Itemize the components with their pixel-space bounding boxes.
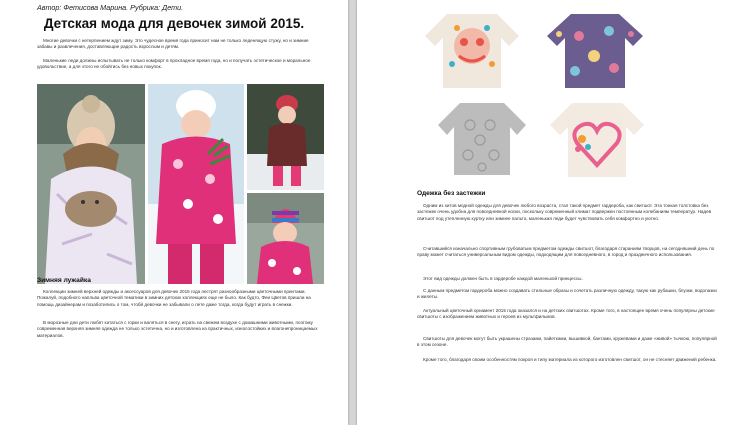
author-line: Автор: Фетисова Марина. Рубрика: Дети. — [37, 3, 184, 12]
intro-paragraph-1: Многие девочки с нетерпением ждут зиму. Это чудесное время года приносит нам не только леденящую стужу, но и зимние забавы и развлечения, доставляющие радость взрослым и детям. — [37, 38, 309, 50]
photo-grey-sweatshirt-icon — [432, 95, 532, 180]
photo-heart-sweatshirt-icon — [542, 95, 652, 180]
intro-paragraph-2: Маленькие леди должны испытывать не только комфорт в прохладное время года, но и получать эстетическое и моральное удовольствие, а для этого не обойтись без новых покупок. — [37, 58, 311, 70]
photo-girl-cat-icon — [37, 84, 145, 284]
sweatshirt-paragraph-2: Считавшийся изначально спортивным грубоватым предметом одежды свитшот, благодаря стараниям творцов, на сегодняшний день по праву может считаться универсальным видом одежды, подходящим для повседневного, в город и праздничного использования. — [417, 246, 715, 258]
photo-girl-striped-hat-icon — [247, 193, 324, 284]
sweatshirt-paragraph-7: Кроме того, благодаря своим особенностям покроя и типу материала из которого изготовлен свитшот, он не стесняет движений ребенка. — [423, 357, 717, 362]
right-page — [357, 0, 736, 425]
section-heading-winter: Зимняя лужайка — [37, 277, 91, 284]
left-page — [0, 0, 348, 425]
sweatshirt-paragraph-3: Этот вид одежды должен быть в гардеробе каждой маленькой принцессы. — [423, 276, 583, 281]
photo-girl-pink-jacket-icon — [148, 84, 244, 284]
article-title: Детская мода для девочек зимой 2015. — [43, 16, 305, 31]
section-paragraph-2: В морозные дни дети любят кататься с горки и валяться в снегу, играть на свежем воздухе с домашними животными, поэтому современная верхняя зимняя одежда не только эстетична, но и изготовлена из практичных, износостойких и влагонепроницаемых материалов. — [37, 320, 318, 338]
section-paragraph-1: Коллекции зимней верхней одежды и аксессуаров для девочек 2015 года пестрят разнообразными цветочными принтами. Пожалуй, подобного напльва цветочной тематики в зимних детских коллекциях еще не было. Как будто, Феи Цветов пришли на помощь дизайнерам и позаботились о том, чтобй девочки не забывали о лете даже тогда, когда будут играть в снежки. — [37, 289, 311, 307]
sweatshirt-paragraph-6: Свитшоты для девочек могут быть украшены стразами, пайетками, вышивкой, бантами, кружевами и даже «живой» тычкою, популярной в этом сезоне. — [417, 336, 717, 348]
sweatshirt-paragraph-4: С данным предметом гардероба можно создавать стильные образы и сочетать различную одежду, такую как рубашки, блузки, водолазки и жилеты. — [417, 288, 717, 300]
sweatshirt-paragraph-5: Актуальный цветочный орнамент 2015 года оказался и на детских свитшотах. Кроме того, в настоящее время очень популярны детские свитшоты с изображением животных и героев из мультфильмов. — [417, 308, 715, 320]
photo-patterned-sweatshirt-icon — [539, 6, 651, 92]
section-heading-sweatshirts: Одежка без застежки — [417, 190, 486, 197]
photo-floral-sweatshirt-icon — [417, 6, 527, 92]
sweatshirt-paragraph-1: Одним из хитов модной одежды для девочек любого возраста, стал такой предмет гардероба, как свитшот. Эта тонкая толстовка без застежек очень удобна для повседневной носки, поскольку современный климат подвержен постоянным колебаниям температур. Надев свитшот под утепленную куртку или зимнее пальто, маленькая леди будет чувствовать себя комфортно и уютно. — [417, 203, 712, 221]
photo-girl-snow-icon — [247, 84, 324, 190]
